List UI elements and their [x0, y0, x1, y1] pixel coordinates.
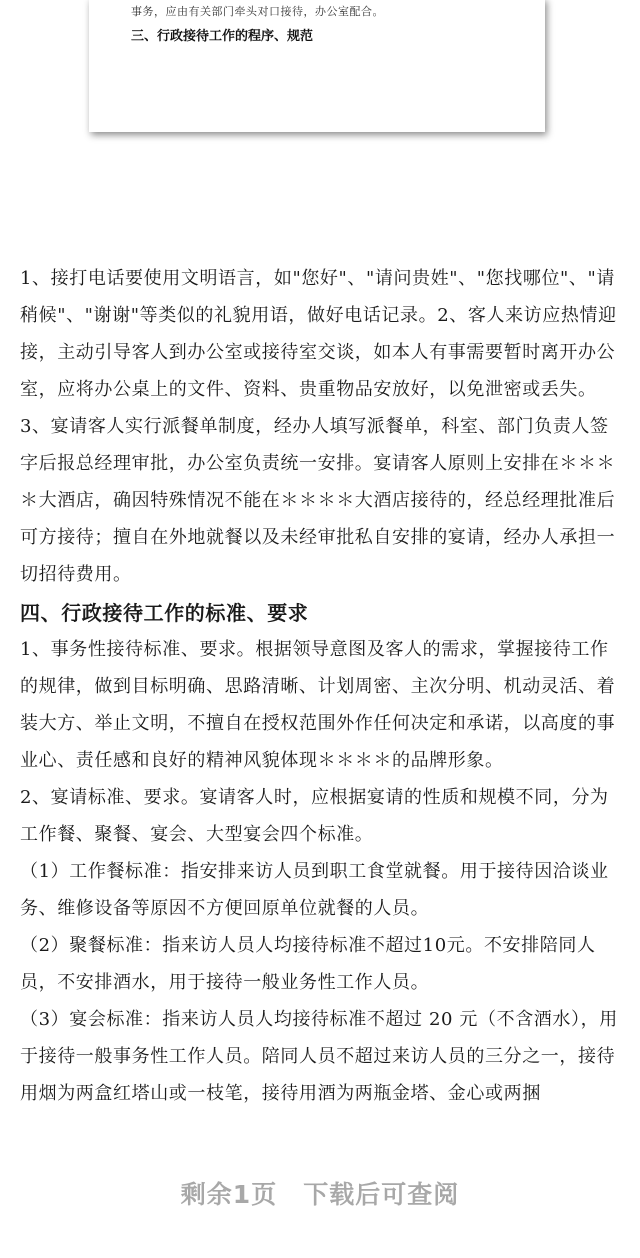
- paragraph-affairs-reception: 1、事务性接待标准、要求。根据领导意图及客人的需求，掌握接待工作的规律，做到目标明确、思路清晰、计划周密、主次分明、机动灵活、着装大方、举止文明，不擅自在授权范围外作任何决定和承诺，以高度的事业心、责任感和良好的精神风貌体现＊＊＊＊的品牌形象。: [20, 639, 616, 771]
- page-preview-card: [89, 0, 545, 132]
- paragraph-banquet-standards: 2、宴请标准、要求。宴请客人时，应根据宴请的性质和规模不同，分为工作餐、聚餐、宴会、大型宴会四个标准。: [20, 787, 609, 845]
- paragraph-banquet: （3）宴会标准：指来访人员人均接待标准不超过 20 元（不含酒水），用于接待一般事务性工作人员。陪同人员不超过来访人员的三分之一，接待用烟为两盒红塔山或一枝笔，接待用酒为两瓶金塔、金心或两捆: [20, 1009, 618, 1104]
- document-body: [20, 260, 624, 1112]
- page-preview-area: [0, 0, 640, 160]
- paragraph-banquet-procedure: 3、宴请客人实行派餐单制度，经办人填写派餐单，科室、部门负责人签字后报总经理审批，办公室负责统一安排。宴请客人原则上安排在＊＊＊＊大酒店，确因特殊情况不能在＊＊＊＊大酒店接待的，经总经理批准后可方接待；擅自在外地就餐以及未经审批私自安排的宴请，经办人承担一切招待费用。: [20, 416, 616, 585]
- paragraph-group-meal: （2）聚餐标准：指来访人员人均接待标准不超过10元。不安排陪同人员，不安排酒水，用于接待一般业务性工作人员。: [20, 935, 596, 993]
- preview-text-line: 事务，应由有关部门牵头对口接待，办公室配合。: [131, 5, 384, 18]
- download-more-banner[interactable]: 剩余1页 下载后可查阅: [180, 1180, 460, 1209]
- paragraph-work-meal: （1）工作餐标准：指安排来访人员到职工食堂就餐。用于接待因洽谈业务、维修设备等原因不方便回原单位就餐的人员。: [20, 861, 609, 919]
- paragraph-phone-etiquette: 1、接打电话要使用文明语言，如"您好"、"请问贵姓"、"您找哪位"、"请稍候"、"谢谢"等类似的礼貌用语，做好电话记录。2、客人来访应热情迎接，主动引导客人到办公室或接待室交谈，如本人有事需要暂时离开办公室，应将办公桌上的文件、资料、贵重物品安放好，以免泄密或丢失。: [20, 268, 617, 400]
- section-heading-standards: 四、行政接待工作的标准、要求: [20, 601, 309, 625]
- preview-section-heading: 三、行政接待工作的程序、规范: [131, 29, 314, 44]
